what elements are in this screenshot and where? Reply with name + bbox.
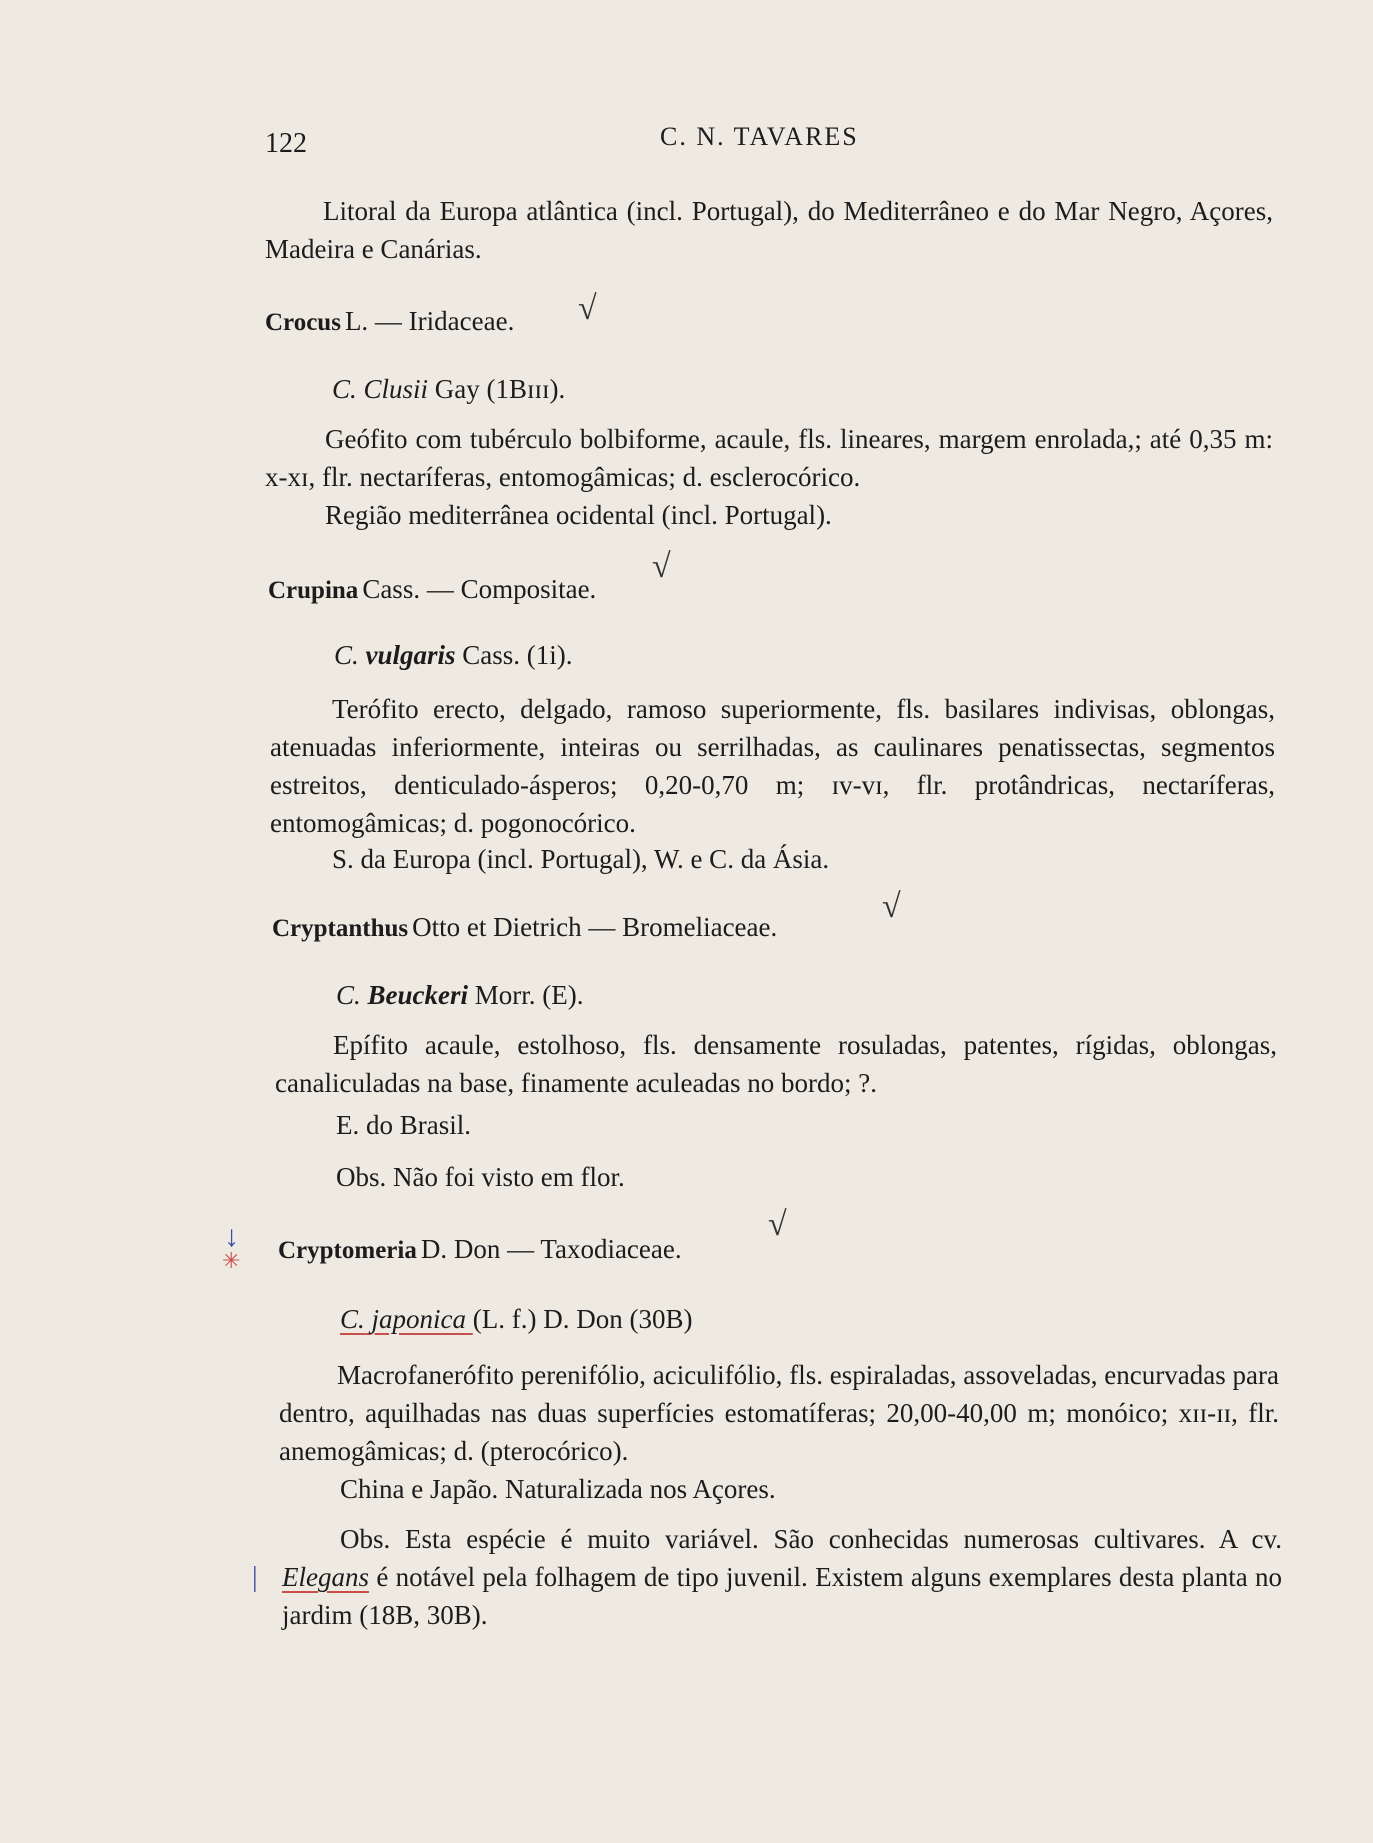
genus-family: D. Don — Taxodiaceae. [420,1234,682,1264]
species-epithet: japonica [371,1304,467,1334]
check-mark-icon: √ [578,290,597,327]
obs-text-after: é notável pela folhagem de tipo juvenil. Existem alguns exemplares desta planta no jardim (18B, 30B). [282,1562,1282,1630]
species-prefix: C. [340,1304,365,1334]
margin-line-mark: | [252,1562,258,1593]
genus-family: L. — Iridaceae. [344,306,515,336]
intro-distribution: Litoral da Europa atlântica (incl. Portugal), do Mediterrâneo e do Mar Negro, Açores, Madeira e Canárias. [265,196,1273,264]
species-prefix: C. [336,980,361,1010]
genus-heading-cryptanthus [272,912,777,943]
margin-star-icon: ✳ [222,1248,241,1273]
species-description-crocus: Geófito com tubérculo bolbiforme, acaule, fls. lineares, margem enrolada,; até 0,35 m: x-xɪ, flr. nectaríferas, entomogâmicas; d. esclerocórico. [265,424,1273,492]
genus-family: Cass. — Compositae. [362,574,597,604]
species-author: Cass. (1i). [462,640,573,670]
species-heading-cryptomeria [340,1304,692,1335]
page-number: 122 [265,128,307,159]
species-distribution-cryptanthus: E. do Brasil. [336,1110,471,1140]
genus-heading-cryptomeria [278,1234,682,1265]
species-prefix: C. [332,374,357,404]
species-epithet: Beuckeri [367,980,469,1010]
species-description-cryptomeria: Macrofanerófito perenifólio, aciculifólio, fls. espiraladas, assoveladas, encurvadas para dentro, aquilhadas nas duas superfícies estomatíferas; 20,00-40,00 m; monóico; xɪɪ-ɪɪ, flr. anemogâmicas; d. (pterocórico). [279,1360,1279,1466]
genus-heading-crupina [268,574,596,605]
check-mark-icon: √ [882,888,901,925]
species-heading-crupina [334,640,573,671]
species-description-crupina: Terófito erecto, delgado, ramoso superiormente, fls. basilares indivisas, oblongas, atenuadas inferiormente, inteiras ou serrilhadas, as caulinares penatissectas, segmentos estreitos, denticulado-ásperos; 0,20-0,70 m; ɪv-vɪ, flr. protândricas, nectaríferas, entomogâmicas; d. pogonocórico. [270,694,1275,838]
species-description-cryptanthus: Epífito acaule, estolhoso, fls. densamente rosuladas, patentes, rígidas, oblongas, canaliculadas na base, finamente aculeadas no bordo; ?. [275,1030,1277,1098]
species-epithet: Clusii [363,374,429,404]
obs-text-before: Obs. Esta espécie é muito variável. São conhecidas numerosas cultivares. A cv. [340,1524,1282,1554]
species-obs-cryptomeria [282,1520,1282,1634]
species-prefix: C. [334,640,359,670]
species-distribution-crocus: Região mediterrânea ocidental (incl. Portugal). [325,500,832,530]
species-author: (L. f.) D. Don (30B) [472,1304,693,1334]
genus-family: Otto et Dietrich — Bromeliaceae. [412,912,778,942]
cultivar-name: Elegans [282,1562,369,1592]
species-author: Morr. (E). [474,980,584,1010]
species-epithet: vulgaris [365,640,456,670]
genus-name: Crocus [265,309,341,336]
species-distribution-cryptomeria: China e Japão. Naturalizada nos Açores. [340,1474,776,1504]
genus-heading-crocus [265,306,514,337]
check-mark-icon: √ [652,548,671,585]
species-heading-cryptanthus [336,980,584,1011]
species-author: Gay (1Bɪɪɪ). [434,374,566,404]
check-mark-icon: √ [768,1206,787,1243]
species-distribution-crupina: S. da Europa (incl. Portugal), W. e C. da Ásia. [332,844,830,874]
genus-name: Cryptomeria [278,1237,417,1264]
species-name-underlined [340,1304,473,1334]
genus-name: Cryptanthus [272,915,409,942]
running-head: C. N. TAVARES [660,122,859,151]
species-obs-cryptanthus: Obs. Não foi visto em flor. [336,1162,625,1192]
margin-arrow-icon: ↓ [224,1220,239,1253]
genus-name: Crupina [268,577,359,604]
species-heading-crocus [332,374,565,405]
